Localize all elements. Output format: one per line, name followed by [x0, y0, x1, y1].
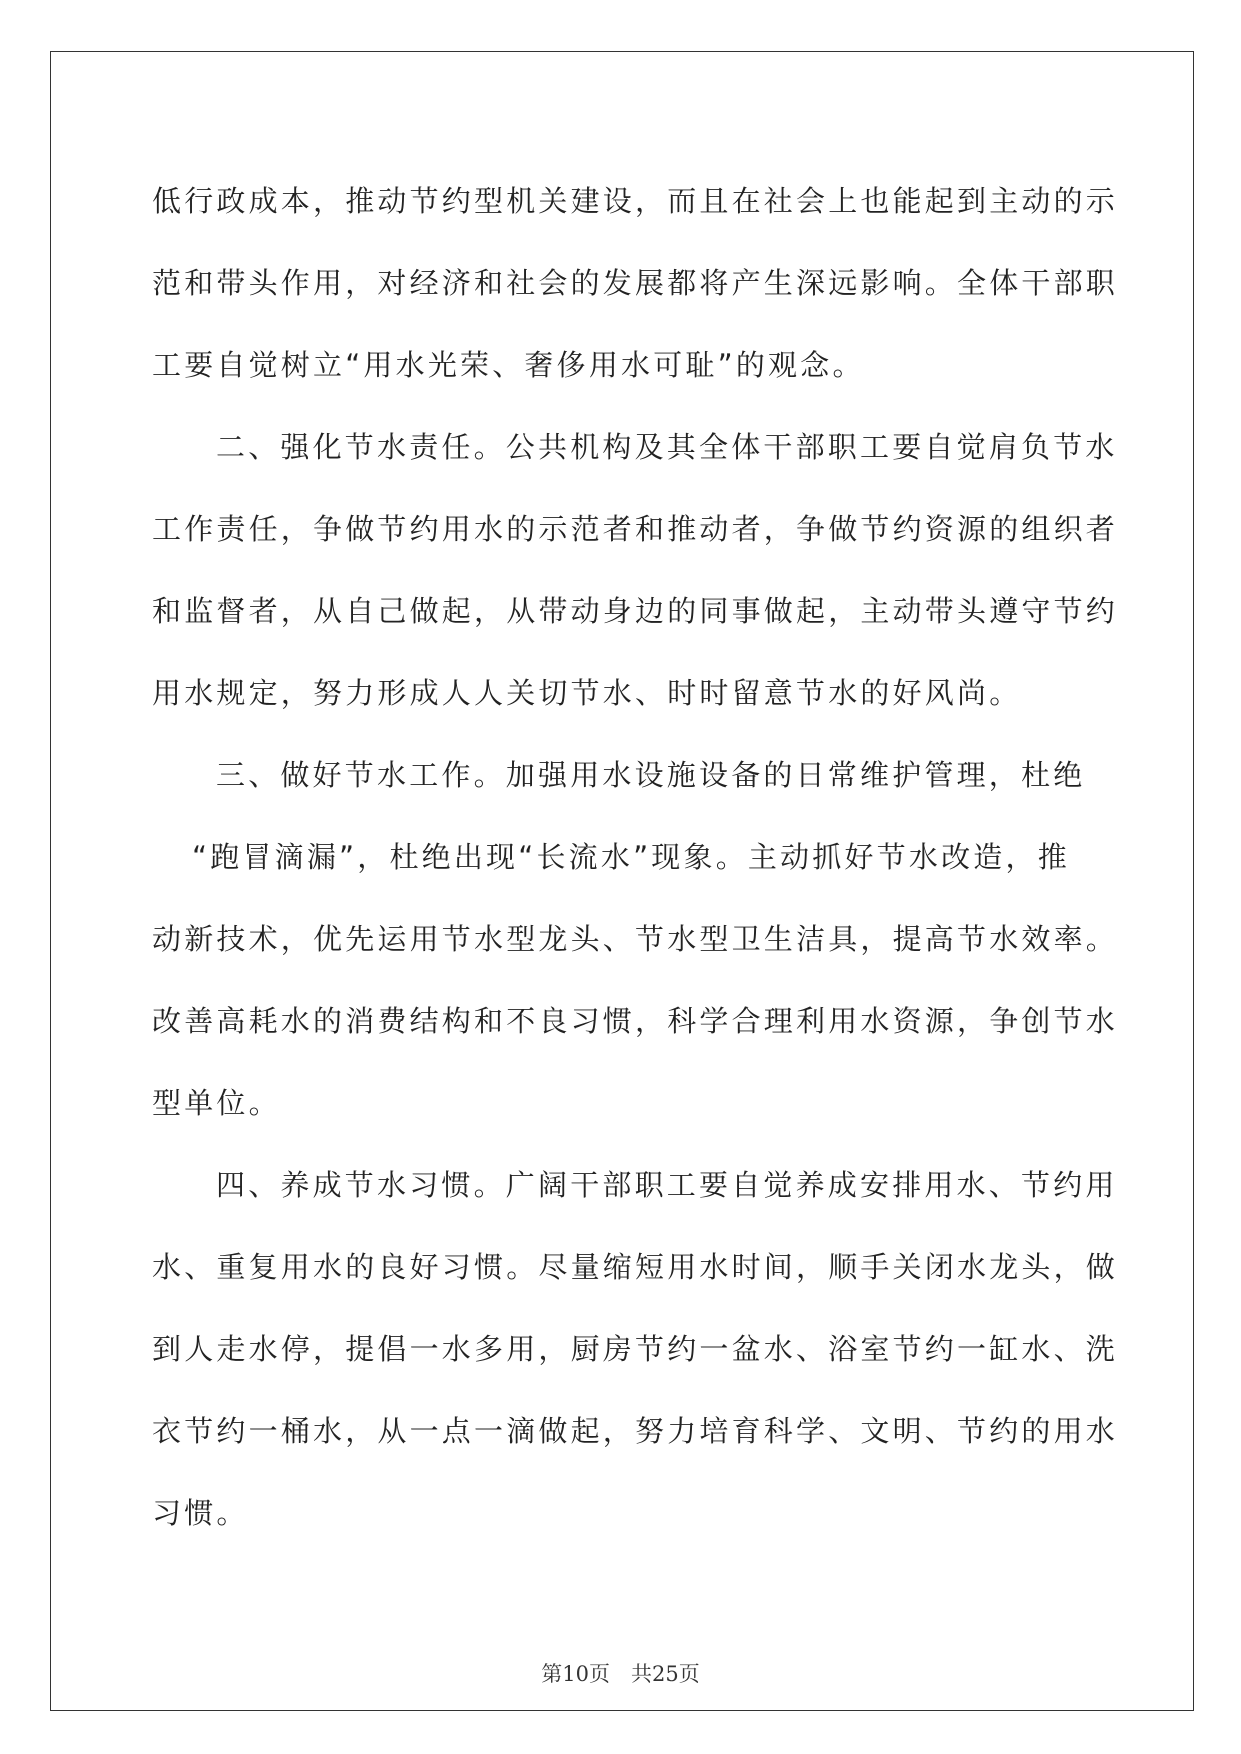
text-line: 动新技术，优先运用节水型龙头、节水型卫生洁具，提高节水效率。 — [152, 922, 1119, 956]
text-line: 到人走水停，提倡一水多用，厨房节约一盆水、浴室节约一缸水、洗 — [152, 1332, 1119, 1366]
paragraph-start-line: 三、做好节水工作。加强用水设施设备的日常维护管理，杜绝 — [216, 758, 1086, 792]
text-line: 型单位。 — [152, 1086, 281, 1120]
text-line: 用水规定，努力形成人人关切节水、时时留意节水的好风尚。 — [152, 676, 1022, 710]
page-number-footer: 第10页 共25页 — [541, 1662, 700, 1686]
document-body — [152, 160, 1119, 1554]
text-line: 衣节约一桶水，从一点一滴做起，努力培育科学、文明、节约的用水 — [152, 1414, 1119, 1448]
text-line: “跑冒滴漏”，杜绝出现“长流水”现象。主动抓好节水改造，推 — [192, 840, 1070, 874]
text-line: 和监督者，从自己做起，从带动身边的同事做起，主动带头遵守节约 — [152, 594, 1119, 628]
text-line: 习惯。 — [152, 1496, 249, 1530]
text-line: 水、重复用水的良好习惯。尽量缩短用水时间，顺手关闭水龙头，做 — [152, 1250, 1119, 1284]
paragraph-start-line: 四、养成节水习惯。广阔干部职工要自觉养成安排用水、节约用 — [216, 1168, 1118, 1202]
text-line: 工作责任，争做节约用水的示范者和推动者，争做节约资源的组织者 — [152, 512, 1119, 546]
text-line: 改善高耗水的消费结构和不良习惯，科学合理利用水资源，争创节水 — [152, 1004, 1119, 1038]
text-line: 工要自觉树立“用水光荣、奢侈用水可耻”的观念。 — [152, 348, 865, 382]
text-line: 范和带头作用，对经济和社会的发展都将产生深远影响。全体干部职 — [152, 266, 1119, 300]
text-line: 低行政成本，推动节约型机关建设，而且在社会上也能起到主动的示 — [152, 184, 1119, 218]
paragraph-start-line: 二、强化节水责任。公共机构及其全体干部职工要自觉肩负节水 — [216, 430, 1118, 464]
